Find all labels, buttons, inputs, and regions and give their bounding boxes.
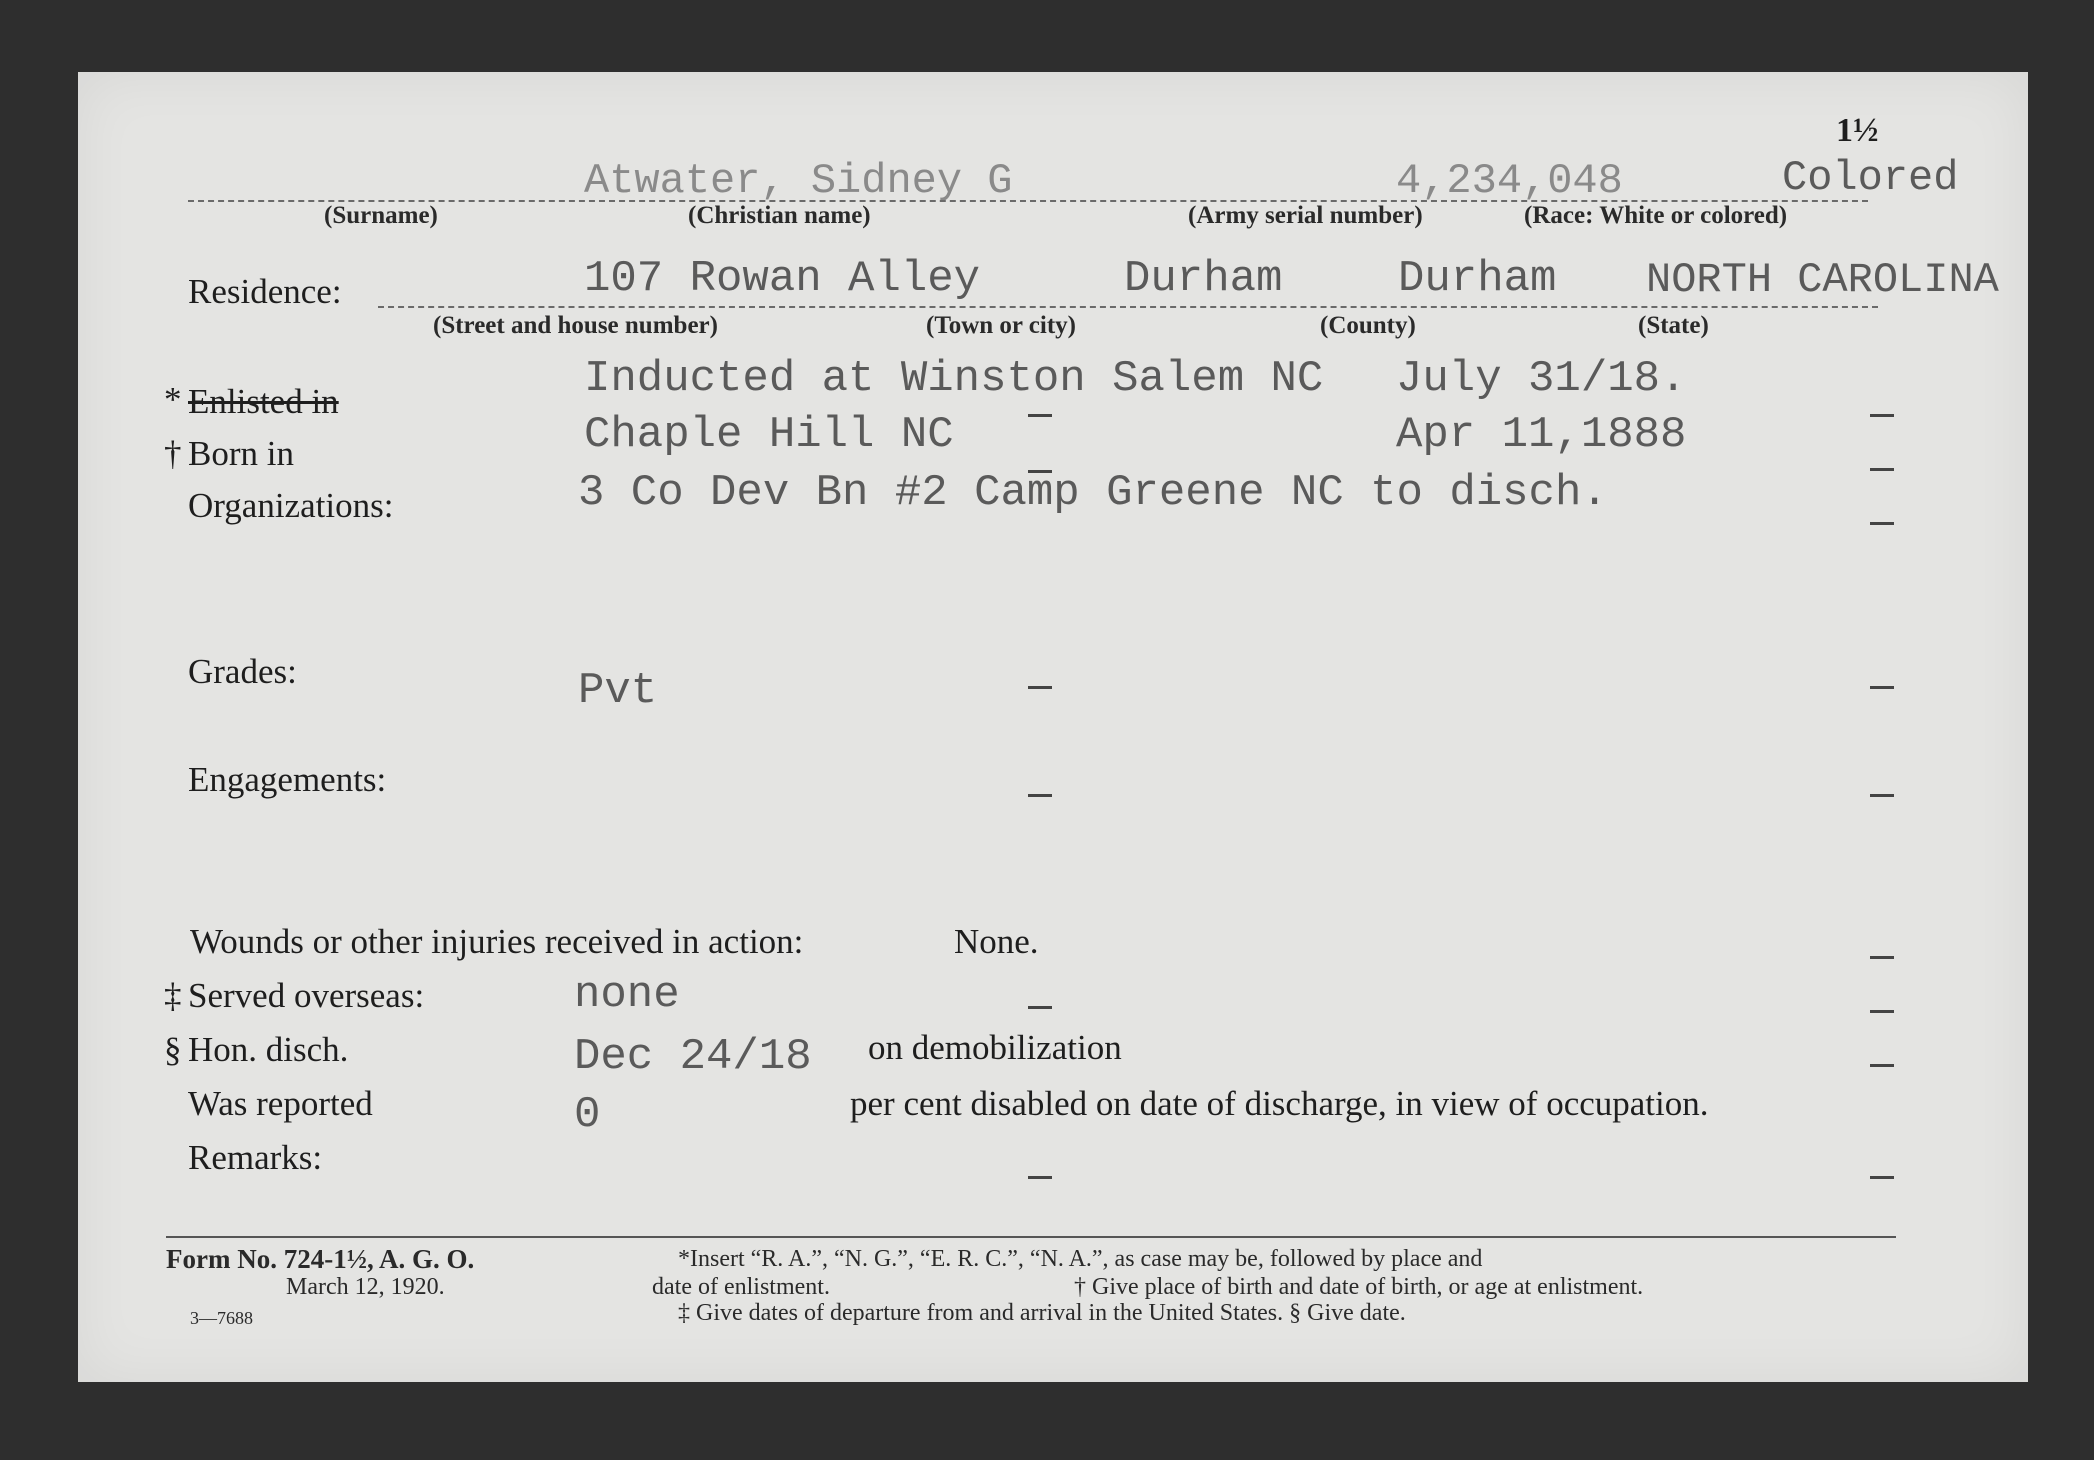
enlisted-value: Inducted at Winston Salem NC <box>584 354 1324 404</box>
margin-dash-born <box>1870 414 1894 417</box>
residence-line <box>378 306 1878 308</box>
born-mark: † <box>164 434 182 473</box>
remarks-label: Remarks: <box>188 1138 323 1177</box>
enlisted-date: July 31/18. <box>1396 354 1687 404</box>
wounds-label: Wounds or other injuries received in action: <box>190 922 804 961</box>
caption-christian-name: (Christian name) <box>688 202 871 229</box>
grades-label: Grades: <box>188 652 297 691</box>
reported-suffix: per cent disabled on date of discharge, in view of occupation. <box>850 1084 1709 1123</box>
margin-dash-overseas <box>1870 1010 1894 1013</box>
discharge-date: Dec 24/18 <box>574 1032 812 1082</box>
margin-dash-discharge <box>1870 1064 1894 1067</box>
form-fraction: 1½ <box>1836 112 1879 149</box>
born-dash-1 <box>1028 414 1052 417</box>
caption-serial: (Army serial number) <box>1188 202 1423 229</box>
form-date: March 12, 1920. <box>286 1274 445 1300</box>
discharge-label: Hon. disch. <box>188 1030 349 1069</box>
residence-label: Residence: <box>188 272 342 311</box>
discharge-mark: § <box>164 1030 182 1069</box>
print-number: 3—7688 <box>190 1308 253 1328</box>
caption-county: (County) <box>1320 312 1416 339</box>
enlisted-mark: * <box>164 380 182 419</box>
overseas-dash <box>1028 1006 1052 1009</box>
organizations-label: Organizations: <box>188 486 394 525</box>
footnote-line-2b: † Give place of birth and date of birth, or age at enlistment. <box>1074 1274 1644 1300</box>
margin-dash-remarks <box>1870 1176 1894 1179</box>
footer-rule <box>166 1236 1896 1238</box>
grades-value: Pvt <box>578 666 658 716</box>
name-value: Atwater, Sidney G <box>584 157 1013 205</box>
margin-dash-grades <box>1870 686 1894 689</box>
discharge-suffix: on demobilization <box>868 1028 1122 1067</box>
footnote-line-3: ‡ Give dates of departure from and arrival in the United States. § Give date. <box>678 1300 1406 1326</box>
margin-dash-organizations <box>1870 522 1894 525</box>
born-place: Chaple Hill NC <box>584 410 954 460</box>
form-number: Form No. 724-1½, A. G. O. <box>166 1244 475 1274</box>
caption-town: (Town or city) <box>926 312 1076 339</box>
caption-surname: (Surname) <box>324 202 438 229</box>
enlisted-label: Enlisted in <box>188 382 339 421</box>
footnote-line-1: *Insert “R. A.”, “N. G.”, “E. R. C.”, “N. A.”, as case may be, followed by place and <box>678 1246 1483 1272</box>
reported-label: Was reported <box>188 1084 373 1123</box>
caption-state: (State) <box>1638 312 1709 339</box>
margin-dash-engagements <box>1870 794 1894 797</box>
engagements-dash <box>1028 794 1052 797</box>
residence-county: Durham <box>1398 254 1557 304</box>
margin-dash-born-2 <box>1870 468 1894 471</box>
born-label: Born in <box>188 434 294 473</box>
race-value: Colored <box>1782 154 1959 202</box>
wounds-value: None. <box>954 922 1039 961</box>
overseas-label: Served overseas: <box>188 976 425 1015</box>
residence-town: Durham <box>1124 254 1283 304</box>
serial-value: 4,234,048 <box>1396 157 1623 205</box>
remarks-dash <box>1028 1176 1052 1179</box>
engagements-label: Engagements: <box>188 760 387 799</box>
overseas-mark: ‡ <box>164 976 182 1015</box>
caption-race: (Race: White or colored) <box>1524 202 1788 229</box>
residence-state: NORTH CAROLINA <box>1646 256 1999 304</box>
overseas-value: none <box>574 970 680 1020</box>
reported-value: 0 <box>574 1090 601 1140</box>
service-record-card <box>78 72 2028 1382</box>
margin-dash-wounds <box>1870 956 1894 959</box>
residence-street: 107 Rowan Alley <box>584 254 981 304</box>
born-date: Apr 11,1888 <box>1396 410 1687 460</box>
footnote-line-2a: date of enlistment. <box>652 1274 830 1300</box>
caption-street: (Street and house number) <box>433 312 718 339</box>
organizations-value: 3 Co Dev Bn #2 Camp Greene NC to disch. <box>578 468 1608 518</box>
grades-dash <box>1028 686 1052 689</box>
